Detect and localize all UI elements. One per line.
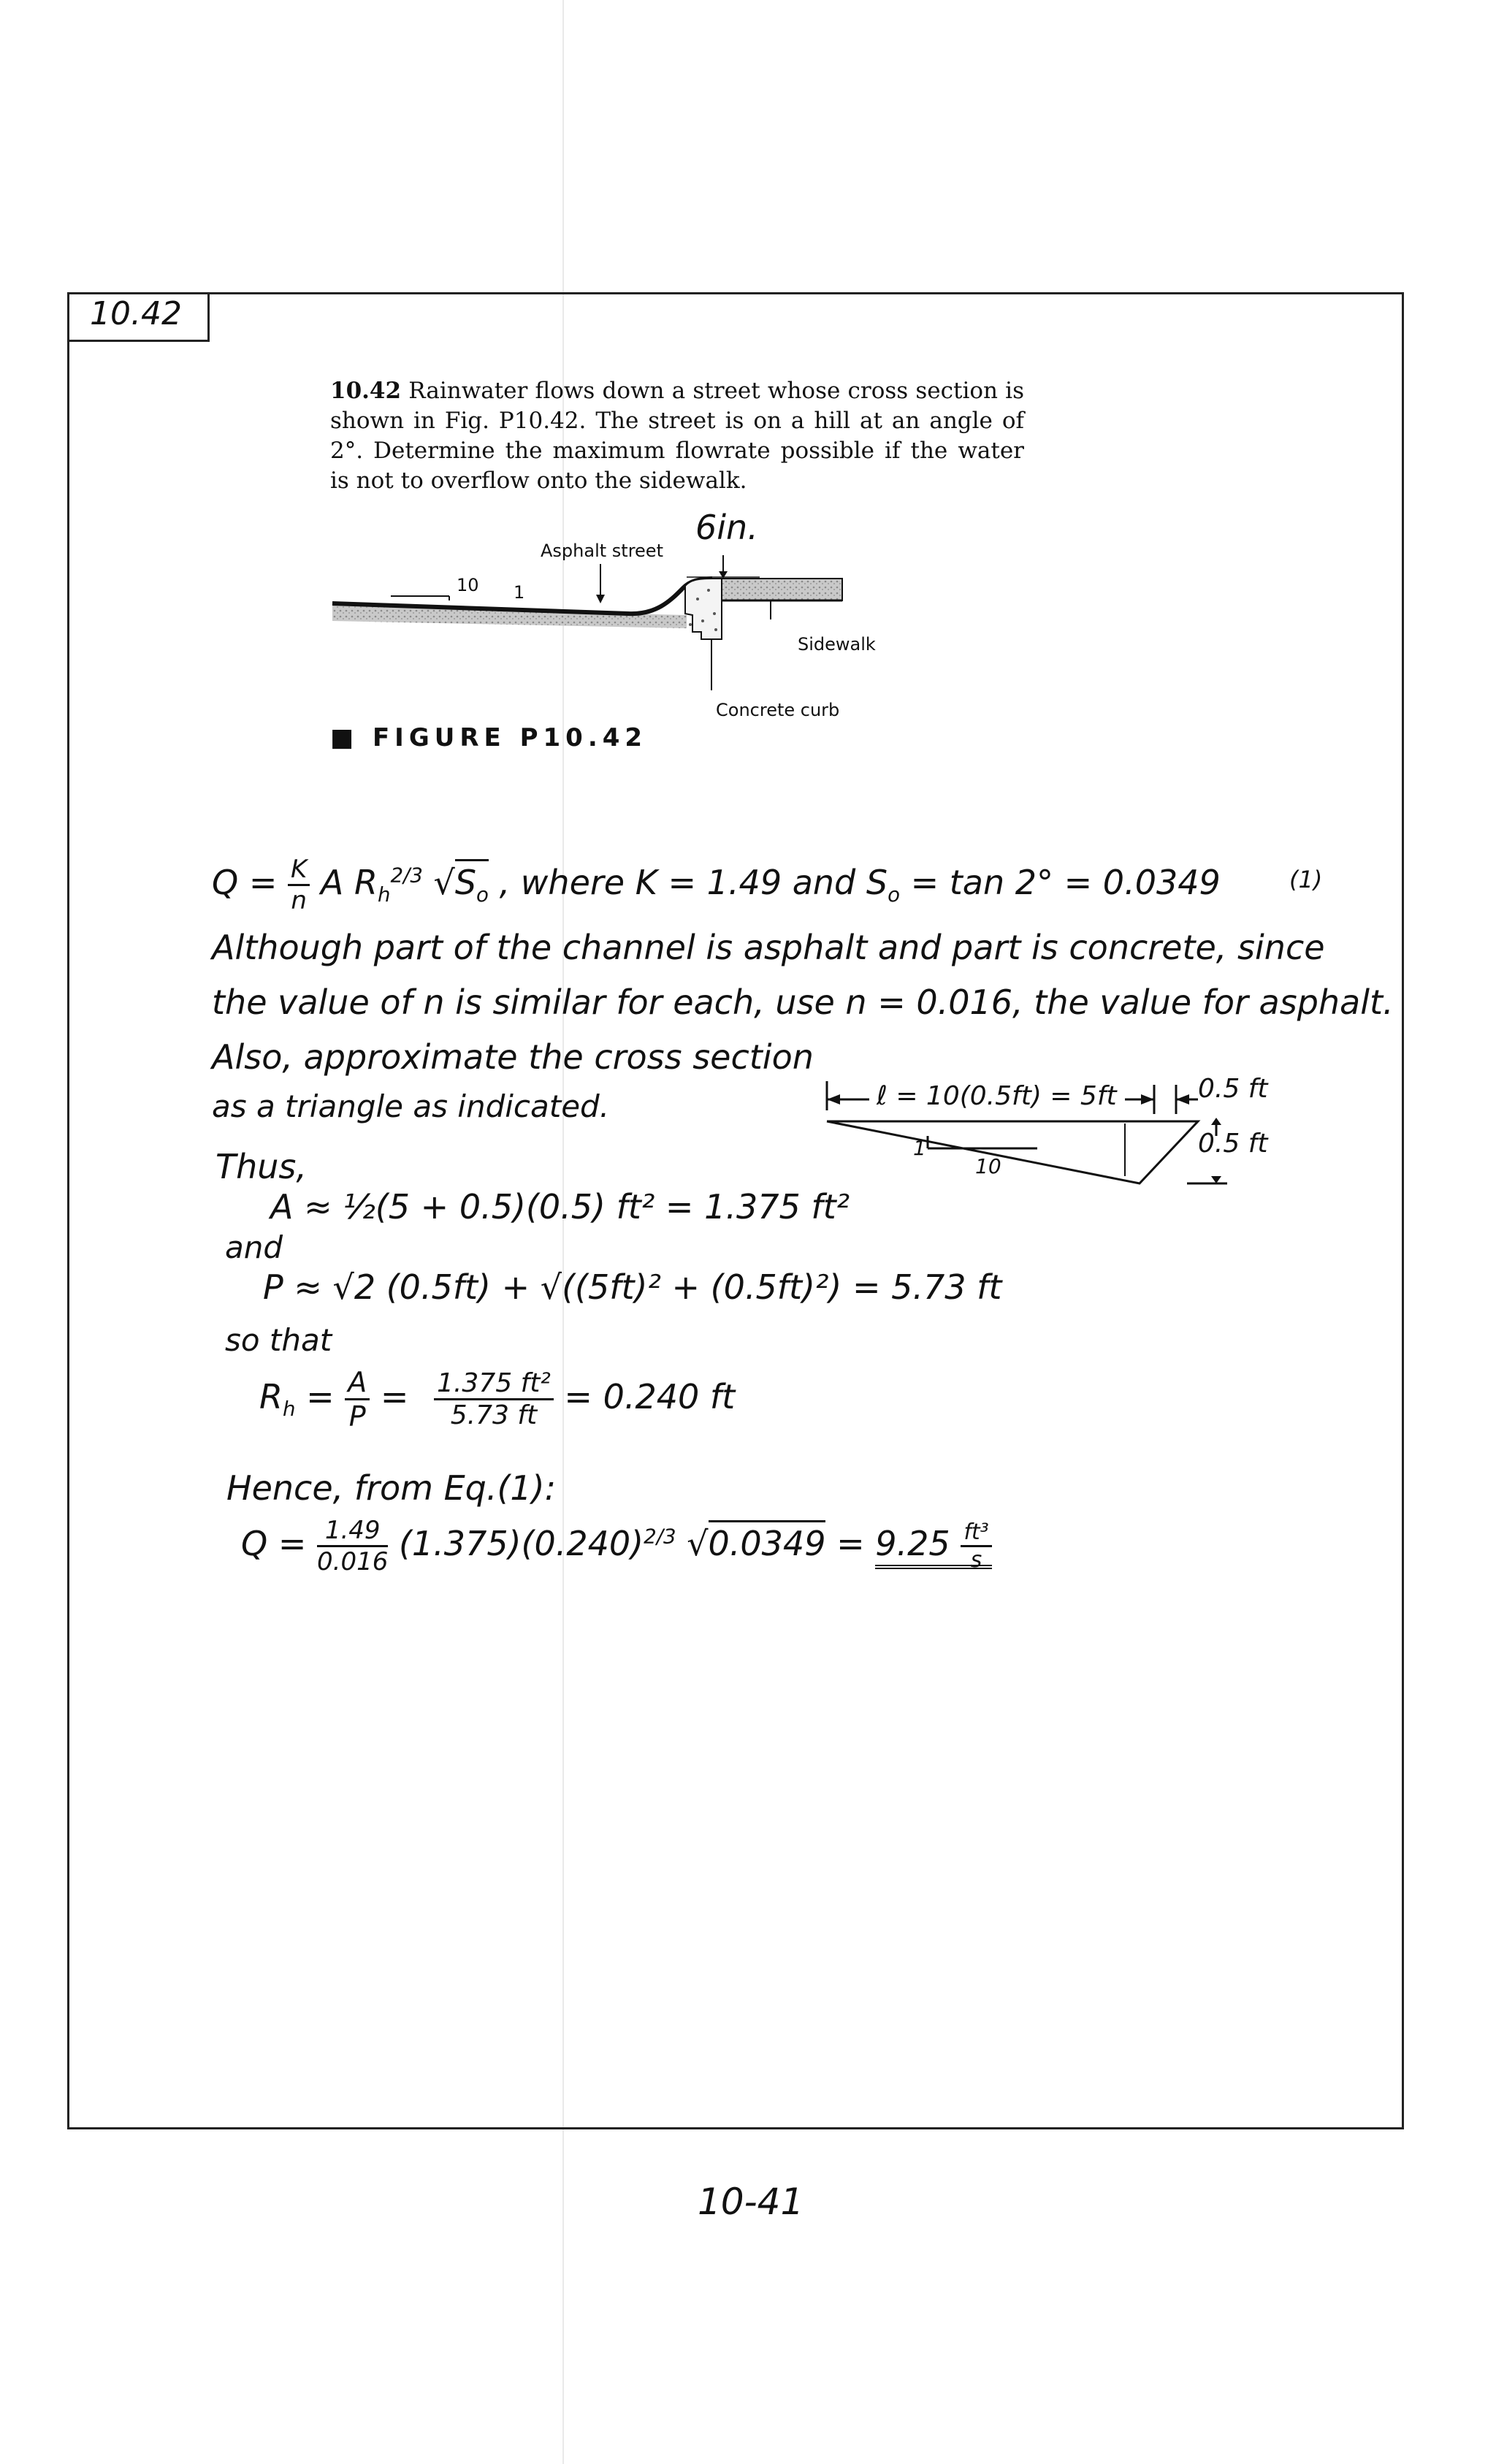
perimeter-equation: P ≈ √2 (0.5ft) + √((5ft)² + (0.5ft)²) = 5.73 ft <box>263 1267 1002 1307</box>
triangle-length-label: ℓ = 10(0.5ft) = 5ft <box>877 1081 1117 1111</box>
sidewalk-slab <box>722 579 842 600</box>
text-triangle: as a triangle as indicated. <box>212 1088 610 1124</box>
hydraulic-radius-equation: $R_h$ = $\frac{A}{P}$ = $\frac{\text{1.375 ft²}}{5.73 ft}$ = 0.240 ft <box>259 1366 736 1433</box>
text-also: Also, approximate the cross section <box>212 1037 814 1077</box>
problem-tab <box>67 292 210 342</box>
equation-1-tag: (1) <box>1289 866 1323 893</box>
eq1-q: Q = <box>212 863 278 902</box>
final-answer: 9.25 $\frac{\text{ft³}}{s}$ <box>875 1524 991 1569</box>
problem-text: Rainwater flows down a street whose cross section is shown in Fig. P10.42. The street is on a hill at an angle of 2°. Determine the maximum flowrate possible if the water is not to overflow onto the sidewalk. <box>330 378 1025 494</box>
eq1-ar: A R <box>320 863 378 902</box>
figure-asphalt-label: Asphalt street <box>541 541 663 561</box>
text-thus: Thus, <box>215 1147 307 1186</box>
triangle-depth-label: 0.5 ft <box>1198 1129 1268 1159</box>
eq1-s: S <box>454 863 477 902</box>
triangle-rise-label: 1 <box>913 1136 926 1160</box>
eq1-where: , where K = 1.49 and S <box>499 863 888 902</box>
area-equation: A ≈ ½(5 + 0.5)(0.5) ft² = 1.375 ft² <box>270 1187 850 1227</box>
figure-caption: ■ FIGURE P10.42 <box>330 723 648 752</box>
page-number: 10-41 <box>698 2181 804 2223</box>
figure-street-cross-section <box>321 504 920 723</box>
problem-tab-number: 10.42 <box>90 295 182 332</box>
text-hence: Hence, from Eq.(1): <box>226 1468 557 1508</box>
figure-curb-label: Concrete curb <box>716 700 840 720</box>
problem-number: 10.42 <box>330 378 402 404</box>
final-equation: Q = $\frac{1.49}{0.016}$ $(1.375)(0.240)^{2/3}$ √0.0349 = 9.25 $\frac{\text{ft³}}{s}$ <box>241 1516 992 1576</box>
problem-statement <box>330 376 1024 496</box>
text-and: and <box>225 1229 283 1265</box>
figure-slope-rise: 1 <box>514 582 525 603</box>
figure-slope-run: 10 <box>457 575 479 595</box>
eq1-fraction: $\frac{K}{n}$ <box>288 855 310 915</box>
text-although: Although part of the channel is asphalt and part is concrete, since <box>212 928 1325 967</box>
figure-sidewalk-label: Sidewalk <box>798 634 876 655</box>
text-value-of-n: the value of n is similar for each, use n = 0.016, the value for asphalt. <box>212 983 1394 1022</box>
triangle-shape <box>827 1121 1198 1183</box>
equation-1: Q = $\frac{K}{n}$ A $R_h^{2/3}$ $√S_o$ , where K = 1.49 and $S_o = \tan 2^\circ = 0.0349$ <box>212 855 1221 915</box>
triangle-run-label: 10 <box>975 1154 1001 1178</box>
triangle-top-label: 0.5 ft <box>1198 1074 1268 1104</box>
text-so-that: so that <box>225 1322 332 1358</box>
figure-depth-label: 6in. <box>695 508 758 547</box>
